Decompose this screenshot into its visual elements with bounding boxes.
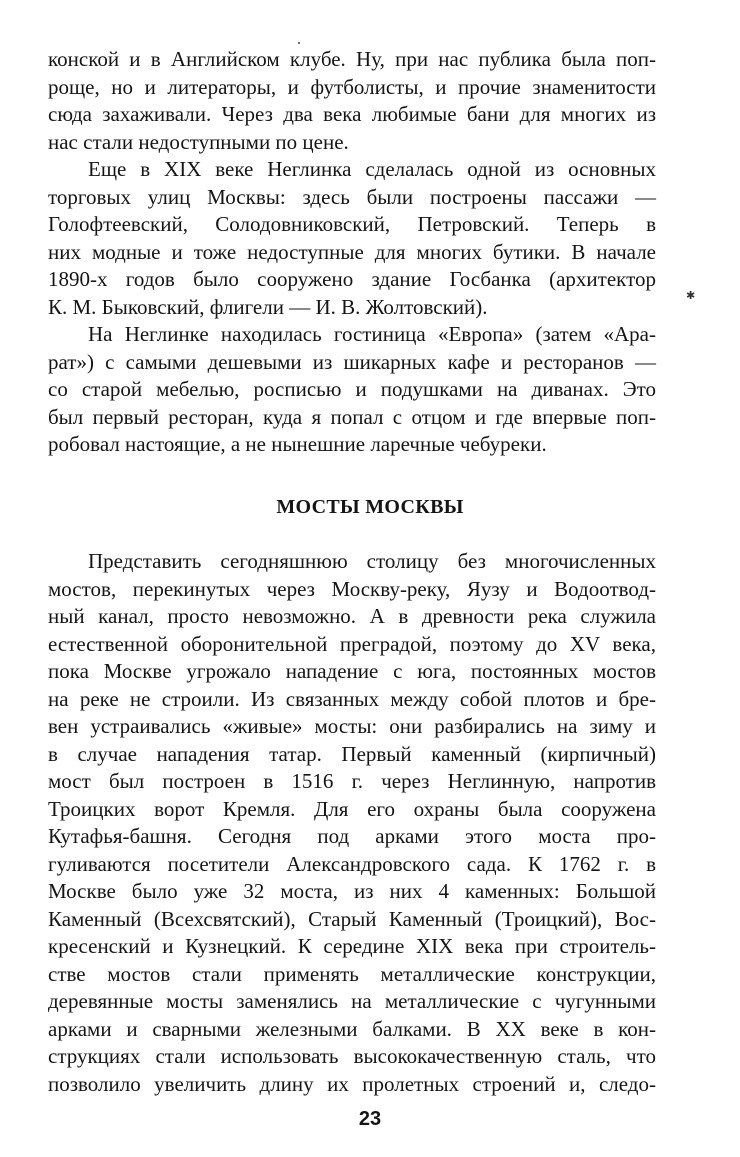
text-line: пока Москве угрожало нападение с юга, постоянных мостов [48,659,656,683]
text-line: нас стали недоступными по цене. [48,129,349,154]
text-line: струкциях стали использовать высококачественную сталь, что [48,1044,656,1068]
text-line: Кутафья-башня. Сегодня под арками этого моста про- [48,824,656,848]
text-line: сюда захаживали. Через два века любимые бани для многих из [48,102,656,126]
text-line: роще, но и литераторы, и футболисты, и прочие знаменитости [48,74,656,99]
text-line: со старой мебелью, росписью и подушками на диванах. Это [48,377,656,401]
text-line: Голофтеевский, Солодовниковский, Петровский. Теперь в [48,212,656,236]
text-line: арками и сварными железными балками. В XX веке в кон- [48,1016,656,1041]
text-line: на реке не строили. Из связанных между собой плотов и бре- [48,686,656,711]
text-line: них модные и тоже недоступные для многих бутики. В начале [48,239,656,264]
text-line: ный канал, просто невозможно. А в древности река служила [48,604,656,628]
text-line: кресенский и Кузнецкий. К середине XIX века при строитель- [48,934,656,958]
text-line: рат») с самыми дешевыми из шикарных кафе и ресторанов — [48,349,656,374]
text-line: был первый ресторан, куда я попал с отцом и где впервые поп- [48,404,656,429]
text-line: Каменный (Всехсвятский), Старый Каменный (Троицкий), Вос- [48,906,656,931]
text-line: Еще в XIX веке Неглинка сделалась одной из основных [88,157,656,181]
page-number: 23 [358,1108,382,1130]
text-line: Представить сегодняшнюю столицу без многочисленных [88,549,656,573]
text-line: гуливаются посетители Александровского сада. К 1762 г. в [48,851,656,876]
scan-mark: ✱ [686,290,696,302]
text-line: стве мостов стали применять металлические конструкции, [48,961,656,986]
text-line: Москве было уже 32 моста, из них 4 каменных: Большой [48,879,656,903]
text-line: Троицких ворот Кремля. Для его охраны была сооружена [48,796,656,821]
text-line: деревянные мосты заменялись на металлические с чугунными [48,989,656,1013]
scan-speck [298,42,300,44]
text-line: На Неглинке находилась гостиница «Европа» (затем «Ара- [88,322,656,346]
text-line: мостов, перекинутых через Москву-реку, Яузу и Водоотвод- [48,576,656,601]
text-line: конской и в Английском клубе. Ну, при нас публика была поп- [48,47,656,71]
text-line: робовал настоящие, а не нынешние ларечные чебуреки. [48,432,547,456]
text-line: К. М. Быковский, флигели — И. В. Жолтовский). [48,294,488,319]
text-line: торговых улиц Москвы: здесь были построены пассажи — [48,184,656,209]
text-line: вен устраивались «живые» мосты: они разбирались на зиму и [48,714,656,738]
text-section-bridges [48,548,656,1098]
text-line: 1890-х годов было сооружено здание Госбанка (архитектор [48,267,656,291]
text-line: мост был построен в 1516 г. через Неглинную, напротив [48,769,656,793]
text-line: позволило увеличить длину их пролетных строений и, следо- [48,1071,656,1096]
text-line: естественной оборонительной преградой, поэтому до XV века, [48,631,656,656]
chapter-heading: МОСТЫ МОСКВЫ [276,496,464,518]
text-section-neglinka [48,46,656,459]
text-line: в случае нападения татар. Первый каменный (кирпичный) [48,741,656,766]
